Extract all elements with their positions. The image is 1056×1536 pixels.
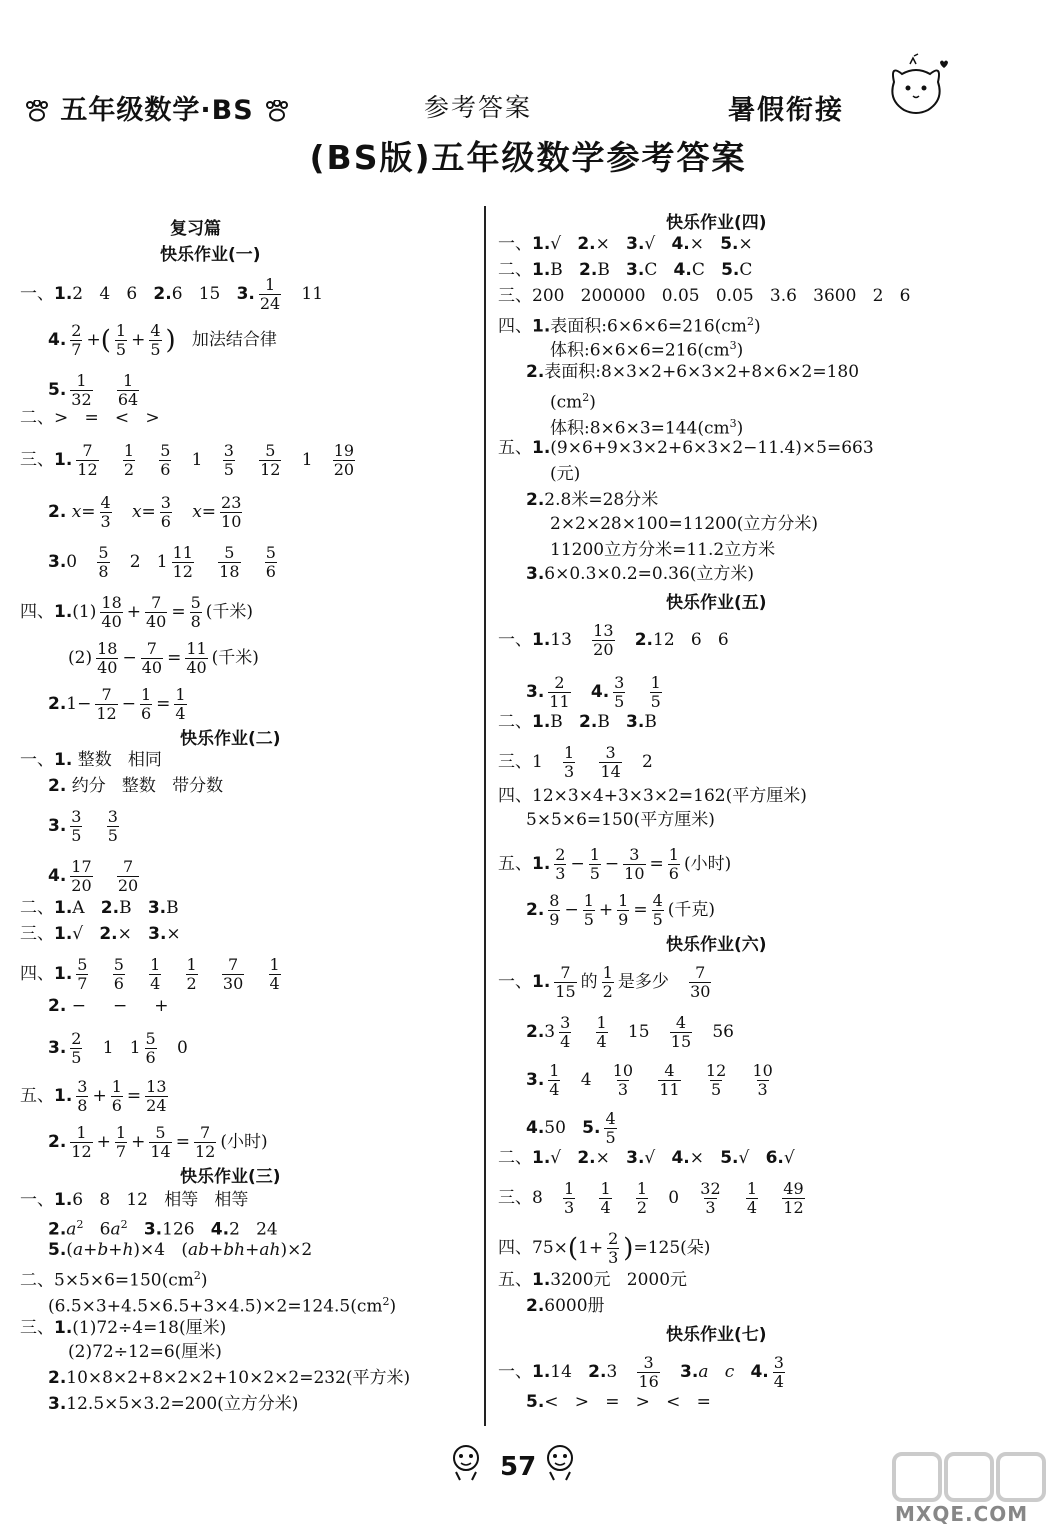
- answer-line: 五、1.3200元 2000元: [498, 1270, 688, 1290]
- answer-line: 三、1. $\frac{7}{12}$ $\frac{1}{2}$ $\frac{5}{6}$ 1 $\frac{3}{5}$ $\frac{5}{12}$ 1 $\frac{19}{20}$: [20, 441, 355, 479]
- header-left-title: 五年级数学·BS: [60, 95, 254, 126]
- answer-line: 三、1.(1)72÷4=18(厘米): [20, 1318, 227, 1338]
- answer-line: $(cm^2)$: [550, 391, 596, 413]
- section-title: 快乐作业(六): [666, 935, 767, 955]
- answer-line: 4. $\frac{17}{20}$ $\frac{7}{20}$: [48, 857, 139, 895]
- answer-line: (2)72÷12=6(厘米): [68, 1342, 222, 1362]
- header-center-title: 参考答案: [424, 93, 533, 122]
- answer-line: 一、1.14 2.3 $\frac{3}{16}$ 3.a c 4. $\frac{3}{4}$: [498, 1353, 784, 1391]
- answer-line: (2) $\frac{18}{40}$ − $\frac{7}{40}$ = $\frac{11}{40}$ (千米): [68, 639, 259, 677]
- answer-line: 三、200 200000 0.05 0.05 3.6 3600 2 6: [498, 286, 911, 306]
- answer-line: 一、1. 整数 相同: [20, 750, 162, 770]
- page-title: (BS版)五年级数学参考答案: [309, 138, 747, 177]
- section-title: 快乐作业(一): [160, 245, 261, 265]
- header-left: [24, 88, 290, 127]
- cartoon-deco-icon: [446, 1440, 486, 1482]
- answer-line: $2.a^2$ $6a^2$ 3.126 4.2 24: [48, 1218, 278, 1240]
- answer-line: 三、1.√ 2.× 3.×: [20, 924, 181, 944]
- answer-line: 11200立方分米=11.2立方米: [550, 540, 776, 560]
- answer-line: 四、12×3×4+3×3×2=162(平方厘米): [498, 786, 807, 806]
- section-title: 快乐作业(三): [180, 1167, 281, 1187]
- answer-line: 3. $\frac{1}{4}$ 4 $\frac{10}{3}$ $\frac{4}{11}$ $\frac{12}{5}$ $\frac{10}{3}$: [526, 1061, 773, 1099]
- answer-line: 一、1.13 $\frac{13}{20}$ 2.12 6 6: [498, 621, 729, 659]
- page-number: 57: [500, 1452, 537, 1482]
- section-title: 快乐作业(五): [666, 593, 767, 613]
- answer-line: 一、1.6 8 12 相等 相等: [20, 1190, 249, 1210]
- answer-line: 一、1. $\frac{7}{15}$ 的 $\frac{1}{2}$ 是多少 $\frac{7}{30}$: [498, 963, 711, 1001]
- answer-line: 3.6×0.3×0.2=0.36(立方米): [526, 564, 755, 584]
- section-title: 快乐作业(二): [180, 729, 281, 749]
- header-right-title: 暑假衔接: [728, 95, 844, 126]
- answer-line: 4. $\frac{2}{7}$ +( $\frac{1}{5}$ + $\frac{4}{5}$ ) 加法结合律: [48, 321, 277, 359]
- answer-line: 四、1. $\frac{5}{7}$ $\frac{5}{6}$ $\frac{1}{4}$ $\frac{1}{2}$ $\frac{7}{30}$ $\frac{1}{4}$: [20, 955, 280, 993]
- cat-mascot-icon: [880, 52, 952, 124]
- answer-line: 5.(a+b+h)×4 (ab+bh+ah)×2: [48, 1240, 313, 1260]
- paw-icon: [24, 100, 50, 122]
- answer-line: 2.表面积:8×3×2+6×3×2+8×6×2=180: [526, 362, 860, 382]
- answer-line: 五、1.(9×6+9×3×2+6×3×2−11.4)×5=663: [498, 438, 874, 458]
- answer-line: 四、1.表面积$:6\times 6\times 6=216(cm^2)$: [498, 315, 761, 337]
- cartoon-deco-icon: [540, 1440, 580, 1482]
- answer-line: 四、75×(1+ $\frac{2}{3}$ )=125(朵): [498, 1229, 711, 1267]
- answer-line: $(6.5\times 3+4.5\times 6.5+3\times 4.5)\times 2=124.5(cm^2)$: [48, 1295, 397, 1317]
- answer-line: 五、1. $\frac{3}{8}$ + $\frac{1}{6}$ = $\frac{13}{24}$: [20, 1077, 167, 1115]
- answer-line: 3.12.5×5×3.2=200(立方分米): [48, 1394, 299, 1414]
- answer-line: 2. 约分 整数 带分数: [48, 776, 224, 796]
- answer-line: 2.2.8米=28分米: [526, 490, 659, 510]
- section-title: 快乐作业(四): [666, 213, 767, 233]
- answer-line: 三、8 $\frac{1}{3}$ $\frac{1}{4}$ $\frac{1}{2}$ 0 $\frac{32}{3}$ $\frac{1}{4}$ $\frac{49}{12}$: [498, 1179, 804, 1217]
- column-divider: [484, 206, 486, 1426]
- fraction: $\frac{1}{24}$: [259, 275, 281, 313]
- answer-line: 二、$5\times 5\times 6=150(cm^2)$: [20, 1269, 208, 1291]
- answer-line: 2×2×28×100=11200(立方分米): [550, 514, 819, 534]
- answer-line: 2.1− $\frac{7}{12}$ − $\frac{1}{6}$ = $\frac{1}{4}$: [48, 685, 186, 723]
- answer-line: 二、1.B 2.B 3.B: [498, 712, 657, 732]
- answer-line: 一、1.2 4 6 2.6 15 3. $\frac{1}{24}$ 11: [20, 275, 324, 313]
- section-title: 快乐作业(七): [666, 1325, 767, 1345]
- answer-line: 2.6000册: [526, 1296, 605, 1316]
- answer-line: 体积$:6\times 6\times 6=216(cm^3)$: [550, 339, 744, 361]
- answer-line: 一、1.√ 2.× 3.√ 4.× 5.×: [498, 234, 753, 254]
- answer-line: 2.3 $\frac{3}{4}$ $\frac{1}{4}$ 15 $\frac{4}{15}$ 56: [526, 1013, 734, 1051]
- answer-line: 2. $\frac{8}{9}$ − $\frac{1}{5}$ + $\frac{1}{9}$ = $\frac{4}{5}$ (千克): [526, 891, 716, 929]
- answer-line: (元): [550, 464, 581, 484]
- answer-line: 3. $\frac{2}{11}$ 4. $\frac{3}{5}$ $\frac{1}{5}$: [526, 673, 661, 711]
- answer-line: 2. x= $\frac{4}{3}$ x= $\frac{3}{6}$ x= $\frac{23}{10}$: [48, 493, 242, 531]
- answer-line: 2. $\frac{1}{12}$ + $\frac{1}{7}$ + $\frac{5}{14}$ = $\frac{7}{12}$ (小时): [48, 1123, 268, 1161]
- answer-line: 2. − − +: [48, 996, 169, 1016]
- answer-line: 三、1 $\frac{1}{3}$ $\frac{3}{14}$ 2: [498, 743, 653, 781]
- answer-line: 5×5×6=150(平方厘米): [526, 810, 715, 830]
- answer-line: 二、1.A 2.B 3.B: [20, 898, 179, 918]
- answer-line: 5.< > = > < =: [526, 1392, 711, 1412]
- answer-line: 3.0 $\frac{5}{8}$ 2 1 $\frac{11}{12}$ $\frac{5}{18}$ $\frac{5}{6}$: [48, 543, 276, 581]
- answer-line: 3. $\frac{2}{5}$ 1 1 $\frac{5}{6}$ 0: [48, 1029, 188, 1067]
- answer-line: 体积$:8\times 6\times 3=144(cm^3)$: [550, 417, 744, 439]
- paw-icon: [264, 100, 290, 122]
- review-heading: 复习篇: [170, 219, 221, 239]
- answer-line: 四、1.(1) $\frac{18}{40}$ + $\frac{7}{40}$ = $\frac{5}{8}$ (千米): [20, 593, 254, 631]
- answer-line: 二、1.√ 2.× 3.√ 4.× 5.√ 6.√: [498, 1148, 795, 1168]
- watermark-text: MXQE.COM: [895, 1502, 1029, 1526]
- answer-line: 二、> = < >: [20, 408, 160, 428]
- answer-line: 4.50 5. $\frac{4}{5}$: [526, 1109, 616, 1147]
- answer-line: 5. $\frac{1}{32}$ $\frac{1}{64}$: [48, 371, 139, 409]
- answer-line: 二、1.B 2.B 3.C 4.C 5.C: [498, 260, 753, 280]
- answer-line: 五、1. $\frac{2}{3}$ − $\frac{1}{5}$ − $\frac{3}{10}$ = $\frac{1}{6}$ (小时): [498, 845, 732, 883]
- answer-line: 2.10×8×2+8×2×2+10×2×2=232(平方米): [48, 1368, 411, 1388]
- answer-line: 3. $\frac{3}{5}$ $\frac{3}{5}$: [48, 807, 118, 845]
